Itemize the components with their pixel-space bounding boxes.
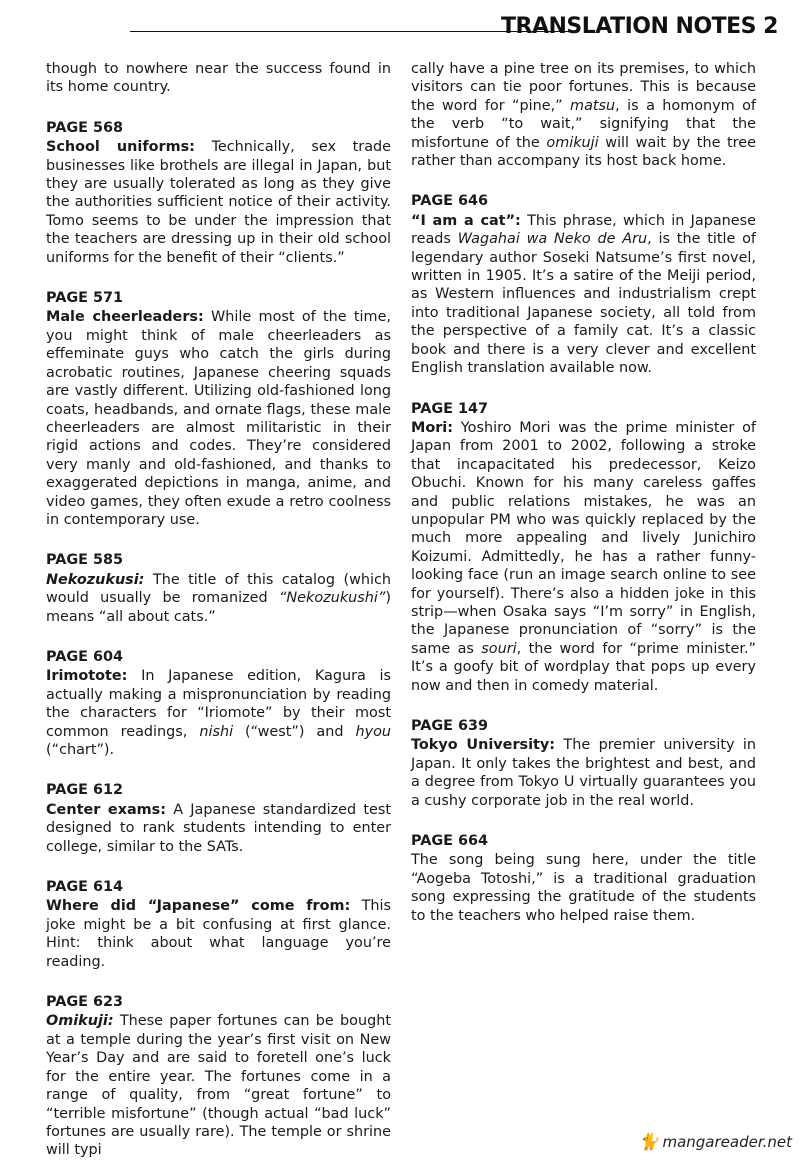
note-text xyxy=(46,138,391,267)
note-entry-147 xyxy=(411,400,756,696)
note-body: The title of this catalog (which would usually be romanized xyxy=(46,571,391,607)
note-text xyxy=(411,419,756,695)
note-body: , is a homonym of the verb “to wait,” signifying that the misfortune of the xyxy=(411,97,756,151)
note-text xyxy=(46,308,391,529)
watermark xyxy=(639,1132,792,1151)
note-body: ) means “all about cats.” xyxy=(46,590,391,625)
note-italic: “Nekozukushi” xyxy=(278,590,386,607)
note-term: Omikuji: xyxy=(46,1013,114,1030)
note-text xyxy=(46,667,391,759)
note-body: A Japanese standardized test designed to rank students intending to enter college, similar to the SATs. xyxy=(46,801,391,855)
note-text xyxy=(46,571,391,626)
note-italic: omikuji xyxy=(546,134,599,151)
note-entry-664 xyxy=(411,832,756,925)
page-heading: PAGE 614 xyxy=(46,879,124,896)
note-text: The song being sung here, under the title “Aogeba Totoshi,” is a traditional graduation song expressing the gratitude of the students to the teachers who helped raise them. xyxy=(411,852,756,924)
page-heading: PAGE 623 xyxy=(46,994,124,1011)
note-italic: hyou xyxy=(355,723,392,740)
note-body: , is the title of legendary author Soseki Natsume’s first novel, written in 1905. It’s a satire of the Meiji period, as Western influences and industrialism crept into traditional Japanese society, all told from the perspective of a family cat. It’s a classic book and there is a very clever and excellent English translation available now. xyxy=(411,231,756,377)
note-entry-604 xyxy=(46,648,391,759)
continuation-text xyxy=(411,60,756,170)
note-term: Tokyo University: xyxy=(411,737,556,754)
note-italic: matsu xyxy=(570,97,616,114)
note-italic: Wagahai wa Neko de Aru xyxy=(457,231,648,248)
note-text xyxy=(411,212,756,378)
note-term: “I am a cat”: xyxy=(411,212,521,229)
note-body: (“chart”). xyxy=(46,742,115,758)
note-body: , the word for “prime minister.” It’s a goofy bit of wordplay that pops up every now and then in comedy material. xyxy=(411,640,756,694)
note-body: These paper fortunes can be bought at a temple during the year’s first visit on New Year’s Day and are said to foretell one’s luck for the entire year. The fortunes come in a range of quality, from “great fortune” to “terrible misfortune” (though actual “bad luck” fortunes are usually rare). The temple or shrine will typi xyxy=(46,1013,391,1159)
note-body: This joke might be a bit confusing at first glance. Hint: think about what language you’re reading. xyxy=(46,898,392,970)
note-body: Technically, sex trade businesses like brothels are illegal in Japan, but they are usually tolerated as long as they give the authorities sufficient notice of their activity. Tomo seems to be under the impression that the teachers are dressing up in their old school uniforms for the benefit of their “clients.” xyxy=(46,139,392,266)
note-body: The premier university in Japan. It only takes the brightest and best, and a degree from Tokyo U virtually guarantees you a cushy corporate job in the real world. xyxy=(411,737,756,809)
page-heading: PAGE 639 xyxy=(411,718,489,734)
note-italic: nishi xyxy=(199,723,234,740)
mascot-icon: 🐈 xyxy=(638,1132,659,1151)
continuation-text: though to nowhere near the success found in its home country. xyxy=(46,61,391,96)
note-body: In Japanese edition, Kagura is actually making a mispronunciation by reading the characters for “Iriomote” by their most common readings, xyxy=(46,668,391,740)
note-entry-623 xyxy=(46,993,391,1160)
note-body: (“west”) and xyxy=(233,723,356,740)
note-entry-568 xyxy=(46,119,391,267)
note-body: This phrase, which in Japanese reads xyxy=(411,212,756,248)
page-header xyxy=(130,0,800,44)
note-text xyxy=(411,736,756,810)
note-text xyxy=(46,897,391,971)
note-term: Mori: xyxy=(411,419,453,436)
page-heading: PAGE 612 xyxy=(46,782,124,799)
right-column xyxy=(411,60,756,925)
note-italic: souri xyxy=(481,640,517,657)
note-term: School uniforms: xyxy=(46,139,195,156)
note-text xyxy=(46,801,391,856)
note-text xyxy=(46,1012,391,1159)
note-term: Irimotote: xyxy=(46,668,128,685)
note-entry-585 xyxy=(46,551,391,626)
page-heading: PAGE 585 xyxy=(46,552,124,569)
watermark-text: mangareader.net xyxy=(662,1132,792,1151)
page-heading: PAGE 571 xyxy=(46,290,124,307)
note-term: Nekozukusi: xyxy=(46,571,145,588)
page-title: TRANSLATION NOTES 2 xyxy=(501,14,778,39)
note-entry-612 xyxy=(46,781,391,856)
note-body: will wait by the tree rather than accompany its host back home. xyxy=(411,134,756,170)
page-heading: PAGE 646 xyxy=(411,193,489,210)
note-term: Male cheerleaders: xyxy=(46,309,204,326)
note-entry-614 xyxy=(46,878,391,971)
note-entry-646 xyxy=(411,192,756,377)
page-heading: PAGE 568 xyxy=(46,119,124,136)
page-heading: PAGE 664 xyxy=(411,833,489,850)
note-term: Where did “Japanese” come from: xyxy=(46,898,351,915)
note-entry-571 xyxy=(46,289,391,529)
left-column xyxy=(46,60,391,1160)
page-heading: PAGE 147 xyxy=(411,400,489,417)
note-body: While most of the time, you might think of male cheerleaders as effeminate guys who catch the girls during acrobatic routines, Japanese cheering squads are vastly different. Utilizing old-fashioned long coats, headbands, and ornate flags, these male cheerleaders are almost militaristic in their rigid actions and codes. They’re considered very manly and old-fashioned, and thanks to exaggerated depictions in manga, anime, and video games, they often exude a retro coolness in contemporary use. xyxy=(46,309,392,528)
note-body: cally have a pine tree on its premises, to which visitors can tie poor fortunes. This is because the word for “pine,” xyxy=(411,61,756,114)
page-heading: PAGE 604 xyxy=(46,648,124,665)
note-entry-639 xyxy=(411,717,756,810)
note-body: Yoshiro Mori was the prime minister of Japan from 2001 to 2002, following a stroke that incapacitated his predecessor, Keizo Obuchi. Known for his many careless gaffes and public relations mistakes, he was an unpopular PM who was quickly replaced by the much more appealing and lively Junichiro Koizumi. Admittedly, he has a rather funny-looking face (run an image search online to see for yourself). There’s also a hidden joke in this strip—when Osaka says “I’m sorry” in English, the Japanese pronunciation of “sorry” is the same as xyxy=(411,419,756,657)
note-term: Center exams: xyxy=(46,801,167,818)
